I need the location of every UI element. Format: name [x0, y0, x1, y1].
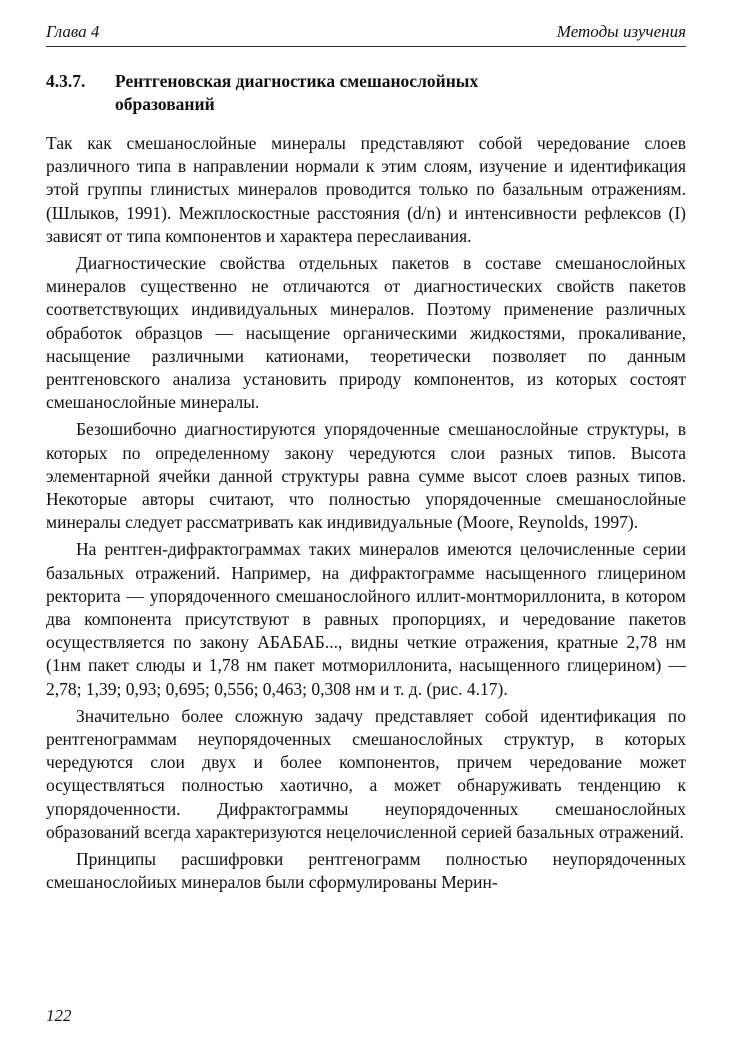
section-number: 4.3.7.: [46, 71, 86, 91]
paragraph: На рентген-дифрактограммах таких минералов имеются целочисленные серии базальных отражений. Например, на дифрактограмме насыщенного глицерином ректорита — упорядоченного смешанослойного иллит-монтмориллонита, в котором два компонента присутствуют в равных пропорциях, и чередование пакетов осуществляется по закону АБАБАБ..., видны четкие отражения, кратные 2,78 нм (1нм пакет слюды и 1,78 нм пакет мотмориллонита, насыщенного глицерином) — 2,78; 1,39; 0,93; 0,695; 0,556; 0,463; 0,308 нм и т. д. (рис. 4.17).: [46, 539, 686, 699]
running-header: [46, 22, 686, 44]
page-number: 122: [46, 1006, 72, 1025]
paragraph: Принципы расшифровки рентгенограмм полностью неупорядоченных смешанослойиых минералов были сформулированы Мерин-: [46, 849, 686, 893]
section-name-label: Методы изучения: [556, 22, 686, 41]
paragraph: Диагностические свойства отдельных пакетов в составе смешанослойных минералов существенно не отличаются от диагностических свойств пакетов соответствующих индивидуальных минералов. Поэтому применение различных обработок образцов — насыщение органическими жидкостями, прокаливание, насыщение различными катионами, теоретически позволяет по данным рентгеновского анализа установить природу компонентов, из которых состоят смешанослойные минералы.: [46, 253, 686, 413]
paragraph: Так как смешанослойные минералы представляют собой чередование слоев различного типа в направлении нормали к этим слоям, изучение и идентификация этой группы глинистых минералов проводится только по базальным отражениям. (Шлыков, 1991). Межплоскостные расстояния (d/n) и интенсивности рефлексов (I) зависят от типа компонентов и характера переслаивания.: [46, 133, 686, 246]
chapter-label: Глава 4: [46, 22, 100, 41]
page: [46, 22, 686, 895]
paragraph: Безошибочно диагностируются упорядоченные смешанослойные структуры, в которых по определенному закону чередуются слои разных типов. Высота элементарной ячейки данной структуры равна сумме высот слоев разных типов. Некоторые авторы считают, что полностью упорядоченные смешанослойные минералы следует рассматривать как индивидуальные (Moore, Reynolds, 1997).: [46, 419, 686, 533]
paragraph: Значительно более сложную задачу представляет собой идентификация по рентгенограммам неупорядоченных смешанослойных структур, в которых чередуются слои двух и более компонентов, причем чередование может осуществляться полностью хаотично, а может обнаруживать тенденцию к упорядоченности. Дифрактограммы неупорядоченных смешанослойных образований всегда характеризуются нецелочисленной серией базальных отражений.: [46, 705, 686, 842]
section-title: Рентгеновская диагностика смешанослойных образований: [115, 71, 479, 114]
header-divider: [46, 46, 686, 47]
body-text: [46, 132, 686, 895]
section-heading: [46, 70, 686, 116]
